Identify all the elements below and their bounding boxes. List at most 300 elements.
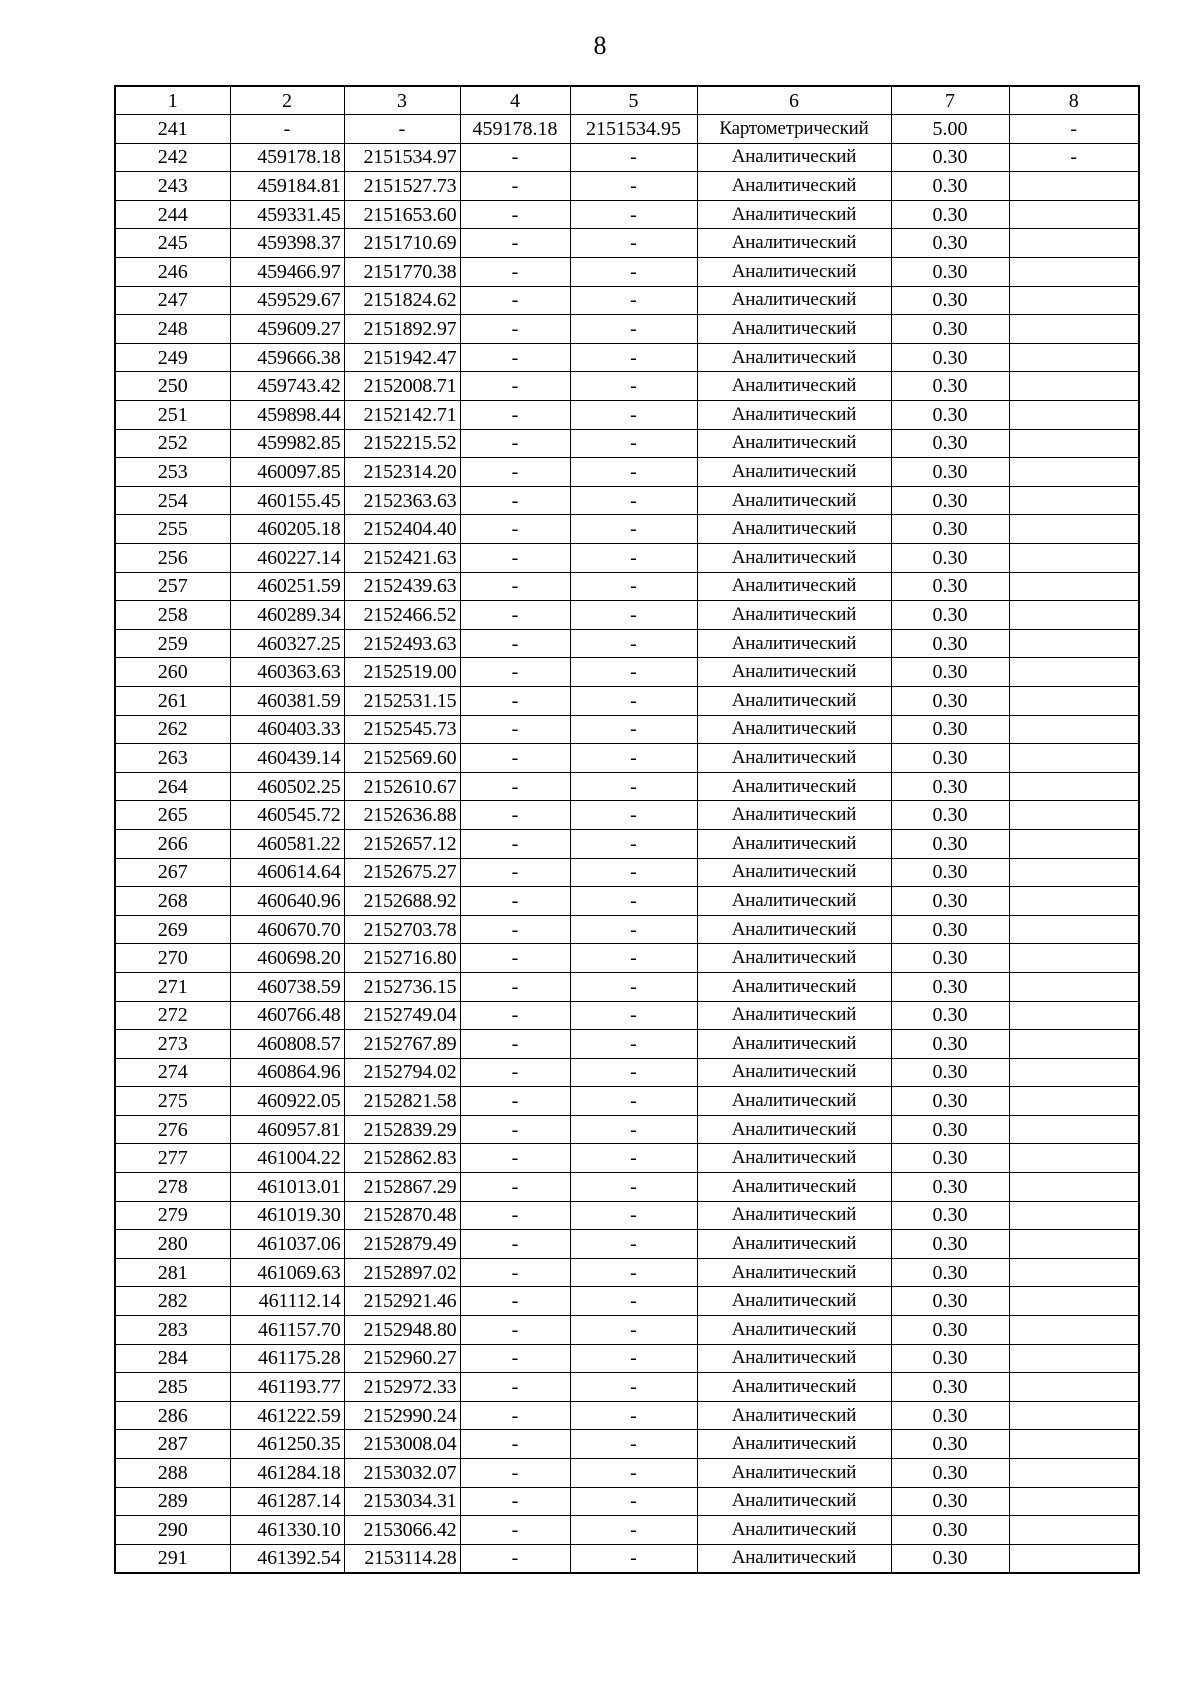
y-old-cell: - [570,200,697,229]
x-old-cell: - [460,858,570,887]
point-number-cell: 285 [115,1373,230,1402]
method-cell: Аналитический [697,315,891,344]
y-coordinate-cell: 2152897.02 [344,1258,460,1287]
x-old-cell: - [460,972,570,1001]
table-row [115,343,1139,372]
note-cell [1009,372,1139,401]
y-old-cell: - [570,1316,697,1345]
x-old-cell: - [460,1287,570,1316]
y-old-cell: - [570,1030,697,1059]
y-coordinate-cell: 2152862.83 [344,1144,460,1173]
y-old-cell: - [570,515,697,544]
note-cell [1009,1459,1139,1488]
note-cell [1009,801,1139,830]
table-row [115,629,1139,658]
point-number-cell: 274 [115,1058,230,1087]
note-cell [1009,1287,1139,1316]
y-old-cell: - [570,1430,697,1459]
point-number-cell: 254 [115,486,230,515]
accuracy-cell: 0.30 [891,1230,1009,1259]
method-cell: Аналитический [697,572,891,601]
y-coordinate-cell: 2152439.63 [344,572,460,601]
accuracy-cell: 0.30 [891,315,1009,344]
note-cell [1009,172,1139,201]
note-cell [1009,1115,1139,1144]
y-old-cell: - [570,772,697,801]
note-cell [1009,772,1139,801]
accuracy-cell: 0.30 [891,858,1009,887]
y-coordinate-cell: 2151892.97 [344,315,460,344]
method-cell: Аналитический [697,515,891,544]
table-row [115,286,1139,315]
table-row [115,229,1139,258]
note-cell [1009,1316,1139,1345]
x-coordinate-cell: 461157.70 [230,1316,344,1345]
x-coordinate-cell: - [230,115,344,144]
accuracy-cell: 0.30 [891,1173,1009,1202]
x-old-cell: - [460,772,570,801]
x-coordinate-cell: 461037.06 [230,1230,344,1259]
y-old-cell: - [570,658,697,687]
x-coordinate-cell: 461250.35 [230,1430,344,1459]
table-row [115,887,1139,916]
x-coordinate-cell: 459466.97 [230,258,344,287]
y-coordinate-cell: 2152569.60 [344,744,460,773]
table-row [115,401,1139,430]
y-coordinate-cell: 2152531.15 [344,686,460,715]
x-old-cell: - [460,829,570,858]
accuracy-cell: 0.30 [891,258,1009,287]
method-cell: Аналитический [697,1487,891,1516]
accuracy-cell: 0.30 [891,1058,1009,1087]
table-row [115,1230,1139,1259]
method-cell: Аналитический [697,229,891,258]
accuracy-cell: 0.30 [891,629,1009,658]
accuracy-cell: 0.30 [891,1544,1009,1573]
method-cell: Аналитический [697,829,891,858]
x-coordinate-cell: 461019.30 [230,1201,344,1230]
y-coordinate-cell: 2152675.27 [344,858,460,887]
point-number-cell: 261 [115,686,230,715]
y-old-cell: - [570,429,697,458]
x-old-cell: 459178.18 [460,115,570,144]
table-row [115,1373,1139,1402]
accuracy-cell: 0.30 [891,515,1009,544]
method-cell: Аналитический [697,715,891,744]
note-cell [1009,572,1139,601]
x-coordinate-cell: 459398.37 [230,229,344,258]
x-coordinate-cell: 460640.96 [230,887,344,916]
table-row [115,715,1139,744]
x-coordinate-cell: 460864.96 [230,1058,344,1087]
table-row [115,315,1139,344]
x-coordinate-cell: 461069.63 [230,1258,344,1287]
accuracy-cell: 0.30 [891,1087,1009,1116]
table-row [115,1058,1139,1087]
point-number-cell: 243 [115,172,230,201]
x-old-cell: - [460,1001,570,1030]
y-old-cell: - [570,1087,697,1116]
accuracy-cell: 0.30 [891,1516,1009,1545]
accuracy-cell: 0.30 [891,544,1009,573]
y-coordinate-cell: 2152867.29 [344,1173,460,1202]
y-old-cell: - [570,1344,697,1373]
note-cell [1009,315,1139,344]
accuracy-cell: 0.30 [891,486,1009,515]
table-row [115,1401,1139,1430]
table-row [115,458,1139,487]
y-old-cell: - [570,1173,697,1202]
y-old-cell: - [570,744,697,773]
table-row [115,1287,1139,1316]
point-number-cell: 244 [115,200,230,229]
point-number-cell: 257 [115,572,230,601]
table-row [115,1115,1139,1144]
x-old-cell: - [460,686,570,715]
y-coordinate-cell: 2151942.47 [344,343,460,372]
table-row [115,544,1139,573]
point-number-cell: 272 [115,1001,230,1030]
method-cell: Аналитический [697,429,891,458]
x-coordinate-cell: 459743.42 [230,372,344,401]
x-old-cell: - [460,744,570,773]
x-old-cell: - [460,1344,570,1373]
accuracy-cell: 0.30 [891,143,1009,172]
x-coordinate-cell: 460403.33 [230,715,344,744]
column-header-2: 2 [230,86,344,115]
table-row [115,1173,1139,1202]
x-old-cell: - [460,343,570,372]
method-cell: Аналитический [697,858,891,887]
accuracy-cell: 0.30 [891,343,1009,372]
point-number-cell: 280 [115,1230,230,1259]
y-coordinate-cell: - [344,115,460,144]
x-coordinate-cell: 459184.81 [230,172,344,201]
point-number-cell: 271 [115,972,230,1001]
method-cell: Аналитический [697,944,891,973]
x-coordinate-cell: 461222.59 [230,1401,344,1430]
x-coordinate-cell: 461004.22 [230,1144,344,1173]
table-row [115,486,1139,515]
x-coordinate-cell: 460155.45 [230,486,344,515]
note-cell [1009,1058,1139,1087]
point-number-cell: 278 [115,1173,230,1202]
table-row [115,429,1139,458]
point-number-cell: 269 [115,915,230,944]
point-number-cell: 242 [115,143,230,172]
x-old-cell: - [460,601,570,630]
method-cell: Аналитический [697,172,891,201]
x-old-cell: - [460,1144,570,1173]
y-old-cell: - [570,915,697,944]
point-number-cell: 253 [115,458,230,487]
point-number-cell: 275 [115,1087,230,1116]
method-cell: Аналитический [697,1230,891,1259]
x-coordinate-cell: 460766.48 [230,1001,344,1030]
y-coordinate-cell: 2152948.80 [344,1316,460,1345]
point-number-cell: 262 [115,715,230,744]
x-coordinate-cell: 460205.18 [230,515,344,544]
table-row [115,115,1139,144]
note-cell [1009,258,1139,287]
y-old-cell: - [570,629,697,658]
accuracy-cell: 0.30 [891,1001,1009,1030]
y-coordinate-cell: 2152870.48 [344,1201,460,1230]
method-cell: Аналитический [697,343,891,372]
note-cell [1009,1430,1139,1459]
table-row [115,658,1139,687]
x-old-cell: - [460,372,570,401]
accuracy-cell: 0.30 [891,172,1009,201]
x-old-cell: - [460,915,570,944]
y-old-cell: - [570,1144,697,1173]
x-old-cell: - [460,629,570,658]
y-old-cell: - [570,343,697,372]
x-coordinate-cell: 461330.10 [230,1516,344,1545]
x-coordinate-cell: 460097.85 [230,458,344,487]
accuracy-cell: 0.30 [891,1487,1009,1516]
y-old-cell: - [570,829,697,858]
point-number-cell: 259 [115,629,230,658]
table-row [115,1487,1139,1516]
accuracy-cell: 0.30 [891,1344,1009,1373]
y-old-cell: - [570,1287,697,1316]
y-coordinate-cell: 2152879.49 [344,1230,460,1259]
note-cell: - [1009,115,1139,144]
note-cell [1009,1173,1139,1202]
method-cell: Аналитический [697,1516,891,1545]
y-old-cell: - [570,572,697,601]
y-coordinate-cell: 2152767.89 [344,1030,460,1059]
accuracy-cell: 0.30 [891,944,1009,973]
x-old-cell: - [460,1030,570,1059]
y-old-cell: - [570,1058,697,1087]
y-coordinate-cell: 2153114.28 [344,1544,460,1573]
x-old-cell: - [460,1058,570,1087]
y-coordinate-cell: 2152493.63 [344,629,460,658]
x-coordinate-cell: 461284.18 [230,1459,344,1488]
y-coordinate-cell: 2152703.78 [344,915,460,944]
y-old-cell: - [570,229,697,258]
x-coordinate-cell: 461287.14 [230,1487,344,1516]
point-number-cell: 255 [115,515,230,544]
note-cell [1009,715,1139,744]
y-old-cell: - [570,858,697,887]
y-coordinate-cell: 2152749.04 [344,1001,460,1030]
y-old-cell: - [570,686,697,715]
x-coordinate-cell: 460327.25 [230,629,344,658]
accuracy-cell: 0.30 [891,286,1009,315]
x-old-cell: - [460,1201,570,1230]
x-coordinate-cell: 461392.54 [230,1544,344,1573]
column-header-8: 8 [1009,86,1139,115]
accuracy-cell: 5.00 [891,115,1009,144]
note-cell [1009,1201,1139,1230]
method-cell: Аналитический [697,1401,891,1430]
note-cell [1009,601,1139,630]
point-number-cell: 286 [115,1401,230,1430]
point-number-cell: 265 [115,801,230,830]
x-coordinate-cell: 460227.14 [230,544,344,573]
y-old-cell: - [570,1516,697,1545]
method-cell: Аналитический [697,1144,891,1173]
y-coordinate-cell: 2152421.63 [344,544,460,573]
point-number-cell: 264 [115,772,230,801]
note-cell [1009,486,1139,515]
note-cell [1009,429,1139,458]
table-row [115,1459,1139,1488]
note-cell [1009,200,1139,229]
y-old-cell: - [570,1115,697,1144]
y-old-cell: - [570,1201,697,1230]
x-old-cell: - [460,544,570,573]
x-coordinate-cell: 461112.14 [230,1287,344,1316]
note-cell [1009,858,1139,887]
method-cell: Аналитический [697,686,891,715]
point-number-cell: 276 [115,1115,230,1144]
x-old-cell: - [460,1087,570,1116]
x-old-cell: - [460,801,570,830]
accuracy-cell: 0.30 [891,972,1009,1001]
y-old-cell: - [570,143,697,172]
accuracy-cell: 0.30 [891,1459,1009,1488]
accuracy-cell: 0.30 [891,744,1009,773]
table-row [115,258,1139,287]
point-number-cell: 250 [115,372,230,401]
table-row [115,601,1139,630]
x-old-cell: - [460,1316,570,1345]
note-cell [1009,1030,1139,1059]
accuracy-cell: 0.30 [891,1430,1009,1459]
accuracy-cell: 0.30 [891,401,1009,430]
accuracy-cell: 0.30 [891,1287,1009,1316]
x-old-cell: - [460,172,570,201]
note-cell [1009,1344,1139,1373]
table-row [115,515,1139,544]
y-old-cell: - [570,972,697,1001]
x-old-cell: - [460,944,570,973]
accuracy-cell: 0.30 [891,429,1009,458]
table-row [115,944,1139,973]
point-number-cell: 267 [115,858,230,887]
y-coordinate-cell: 2152921.46 [344,1287,460,1316]
x-coordinate-cell: 461013.01 [230,1173,344,1202]
method-cell: Аналитический [697,401,891,430]
method-cell: Аналитический [697,801,891,830]
y-coordinate-cell: 2152990.24 [344,1401,460,1430]
point-number-cell: 281 [115,1258,230,1287]
y-old-cell: - [570,1459,697,1488]
point-number-cell: 268 [115,887,230,916]
method-cell: Аналитический [697,601,891,630]
point-number-cell: 247 [115,286,230,315]
point-number-cell: 290 [115,1516,230,1545]
y-old-cell: - [570,1001,697,1030]
y-coordinate-cell: 2151653.60 [344,200,460,229]
x-coordinate-cell: 461193.77 [230,1373,344,1402]
table-row [115,372,1139,401]
y-coordinate-cell: 2152688.92 [344,887,460,916]
table-row [115,172,1139,201]
x-old-cell: - [460,572,570,601]
x-old-cell: - [460,229,570,258]
point-number-cell: 256 [115,544,230,573]
point-number-cell: 284 [115,1344,230,1373]
point-number-cell: 287 [115,1430,230,1459]
y-coordinate-cell: 2151824.62 [344,286,460,315]
note-cell [1009,1258,1139,1287]
point-number-cell: 279 [115,1201,230,1230]
note-cell [1009,515,1139,544]
x-coordinate-cell: 460808.57 [230,1030,344,1059]
accuracy-cell: 0.30 [891,1201,1009,1230]
point-number-cell: 248 [115,315,230,344]
x-coordinate-cell: 459331.45 [230,200,344,229]
x-old-cell: - [460,1516,570,1545]
x-old-cell: - [460,715,570,744]
x-old-cell: - [460,258,570,287]
table-row [115,572,1139,601]
accuracy-cell: 0.30 [891,686,1009,715]
table-row [115,1516,1139,1545]
x-old-cell: - [460,1401,570,1430]
table-row [115,1030,1139,1059]
accuracy-cell: 0.30 [891,1115,1009,1144]
y-old-cell: - [570,944,697,973]
method-cell: Аналитический [697,744,891,773]
accuracy-cell: 0.30 [891,1401,1009,1430]
note-cell [1009,286,1139,315]
point-number-cell: 263 [115,744,230,773]
table-row [115,1144,1139,1173]
x-coordinate-cell: 460738.59 [230,972,344,1001]
y-old-cell: - [570,1258,697,1287]
x-coordinate-cell: 460381.59 [230,686,344,715]
point-number-cell: 260 [115,658,230,687]
note-cell [1009,343,1139,372]
x-coordinate-cell: 460289.34 [230,601,344,630]
accuracy-cell: 0.30 [891,200,1009,229]
note-cell [1009,401,1139,430]
table-row [115,1087,1139,1116]
y-old-cell: - [570,1373,697,1402]
x-old-cell: - [460,1459,570,1488]
table-row [115,915,1139,944]
note-cell [1009,1487,1139,1516]
accuracy-cell: 0.30 [891,1144,1009,1173]
table-row [115,1258,1139,1287]
accuracy-cell: 0.30 [891,801,1009,830]
y-coordinate-cell: 2152610.67 [344,772,460,801]
method-cell: Аналитический [697,372,891,401]
y-old-cell: 2151534.95 [570,115,697,144]
y-old-cell: - [570,1401,697,1430]
method-cell: Аналитический [697,1344,891,1373]
method-cell: Аналитический [697,458,891,487]
accuracy-cell: 0.30 [891,601,1009,630]
table-row [115,858,1139,887]
method-cell: Аналитический [697,1459,891,1488]
y-old-cell: - [570,258,697,287]
accuracy-cell: 0.30 [891,372,1009,401]
point-number-cell: 249 [115,343,230,372]
note-cell [1009,658,1139,687]
y-coordinate-cell: 2152519.00 [344,658,460,687]
note-cell [1009,458,1139,487]
note-cell [1009,629,1139,658]
method-cell: Аналитический [697,1058,891,1087]
note-cell [1009,1401,1139,1430]
